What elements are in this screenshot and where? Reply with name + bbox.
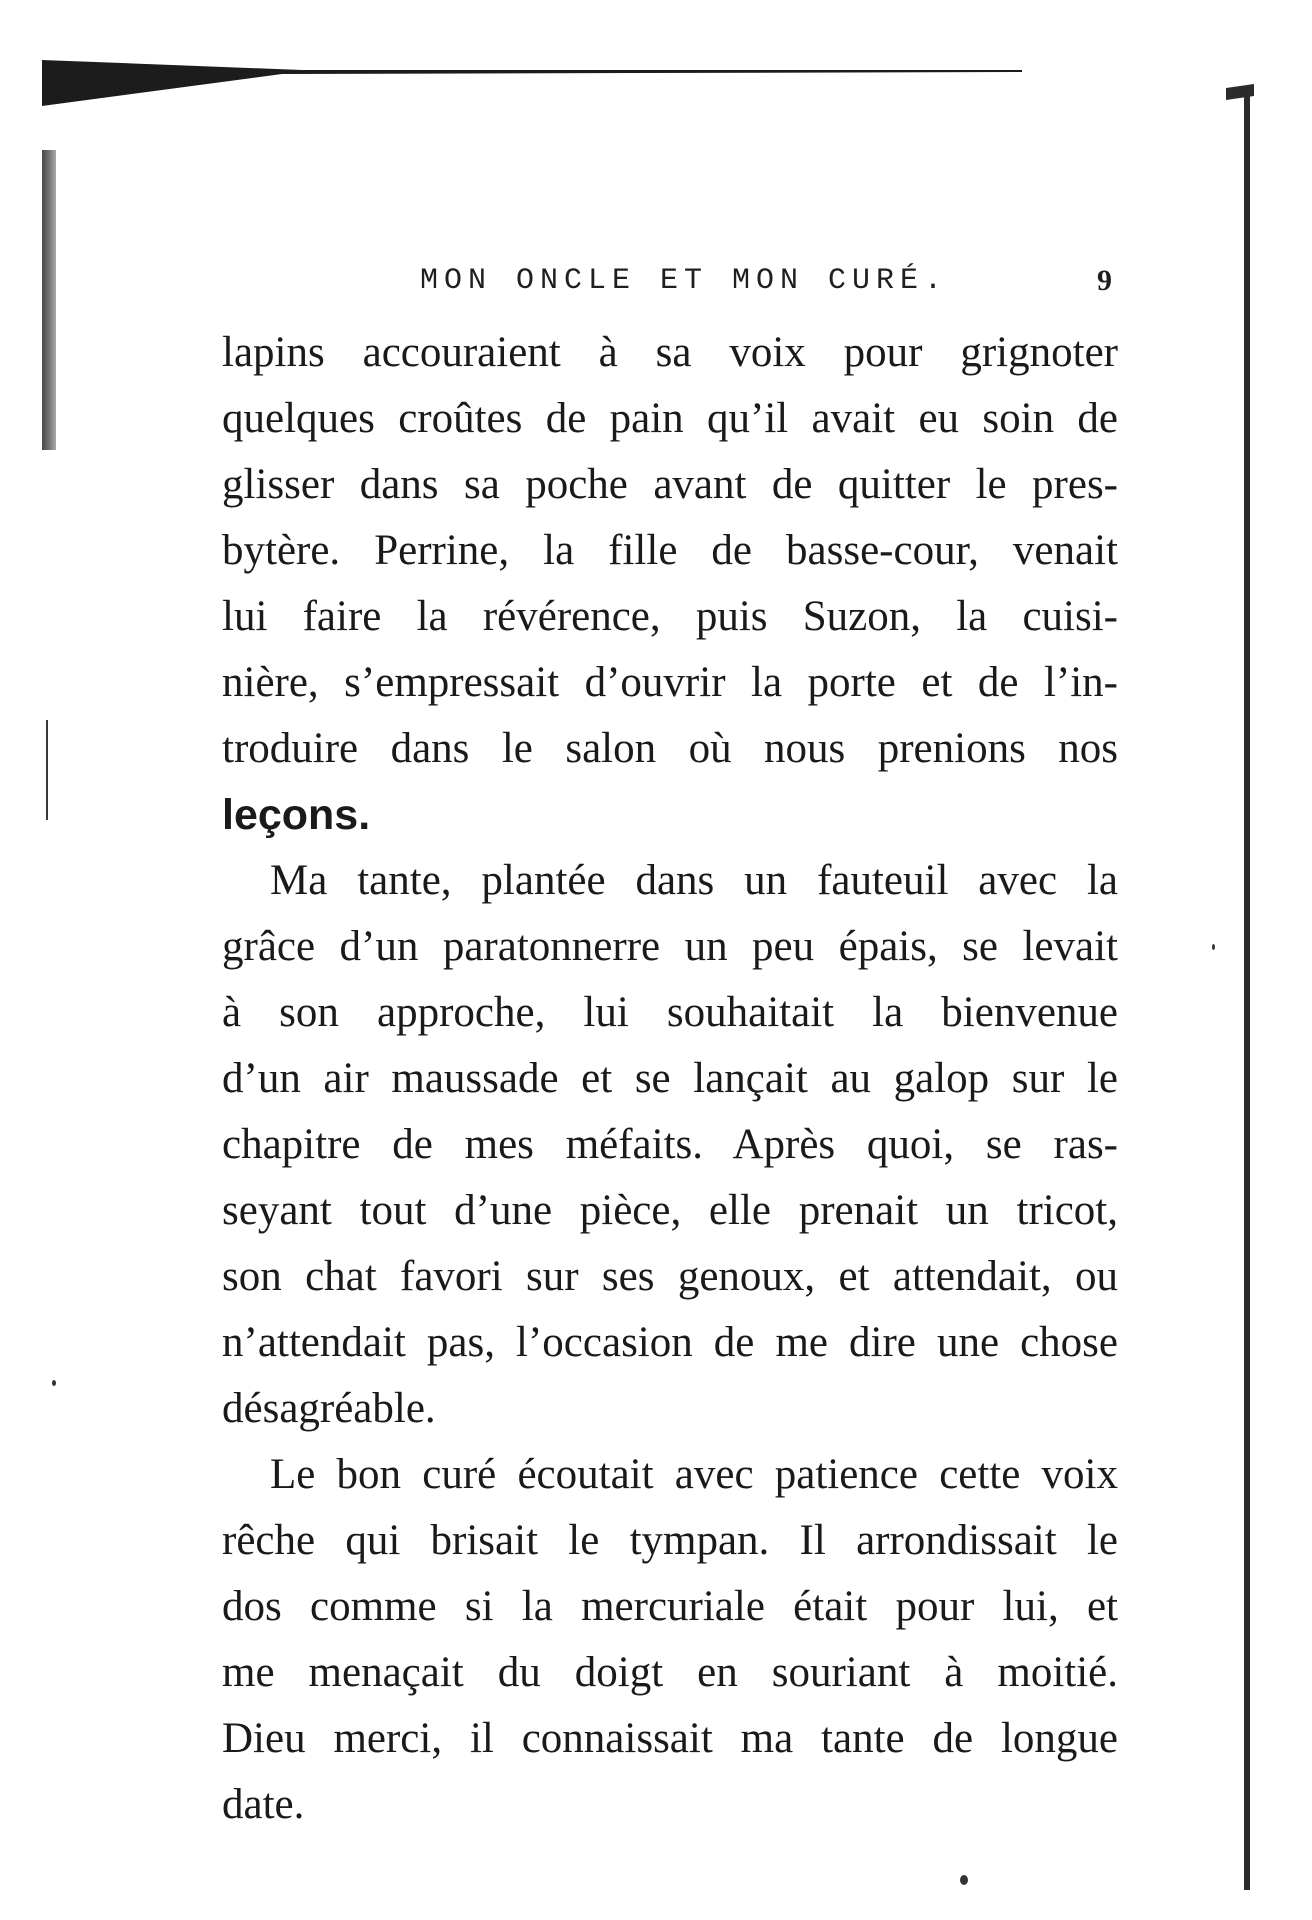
paragraph <box>222 848 1118 1442</box>
text-line: désagréable. <box>222 1385 436 1432</box>
page-number: 9 <box>1097 264 1112 297</box>
running-title: MON ONCLE ET MON CURÉ. <box>420 264 949 298</box>
scan-speck <box>960 1875 968 1885</box>
text-line: grâce d’un paratonnerre un peu épais, se levait <box>222 923 1118 970</box>
text-line: date. <box>222 1781 305 1828</box>
text-line: Ma tante, plantée dans un fauteuil avec la <box>270 857 1118 904</box>
text-line: Le bon curé écoutait avec patience cette voix <box>270 1451 1118 1498</box>
text-line: troduire dans le salon où nous prenions nos <box>222 725 1118 772</box>
text-line: bytère. Perrine, la fille de basse-cour, venait <box>222 527 1118 574</box>
text-line: à son approche, lui souhaitait la bienvenue <box>222 989 1118 1036</box>
text-line: n’attendait pas, l’occasion de me dire une chose <box>222 1319 1118 1366</box>
text-line: seyant tout d’une pièce, elle prenait un tricot, <box>222 1187 1118 1234</box>
body-text <box>222 320 1118 1838</box>
text-line: son chat favori sur ses genoux, et attendait, ou <box>222 1253 1118 1300</box>
text-line: quelques croûtes de pain qu’il avait eu soin de <box>222 395 1118 442</box>
text-line: nière, s’empressait d’ouvrir la porte et de l’in- <box>222 659 1118 706</box>
text-line: leçons. <box>222 791 371 839</box>
text-line: me menaçait du doigt en souriant à moitié. <box>222 1649 1118 1696</box>
paragraph <box>222 1442 1118 1838</box>
scan-edge-artifact <box>1244 90 1250 1890</box>
paragraph <box>222 320 1118 848</box>
scan-edge-artifact <box>42 150 56 450</box>
text-line: lui faire la révérence, puis Suzon, la cuisi- <box>222 593 1118 640</box>
scan-edge-artifact <box>46 720 48 820</box>
text-line: lapins accouraient à sa voix pour grignoter <box>222 329 1118 376</box>
scan-speck <box>1212 944 1215 950</box>
text-line: d’un air maussade et se lançait au galop sur le <box>222 1055 1118 1102</box>
text-line: chapitre de mes méfaits. Après quoi, se ras- <box>222 1121 1118 1168</box>
page-header <box>222 258 1122 306</box>
scan-speck <box>52 1380 56 1386</box>
text-line: dos comme si la mercuriale était pour lui, et <box>222 1583 1118 1630</box>
scan-edge-artifact <box>42 60 1022 106</box>
text-line: glisser dans sa poche avant de quitter le pres- <box>222 461 1118 508</box>
text-line: rêche qui brisait le tympan. Il arrondissait le <box>222 1517 1118 1564</box>
text-line: Dieu merci, il connaissait ma tante de longue <box>222 1715 1118 1762</box>
